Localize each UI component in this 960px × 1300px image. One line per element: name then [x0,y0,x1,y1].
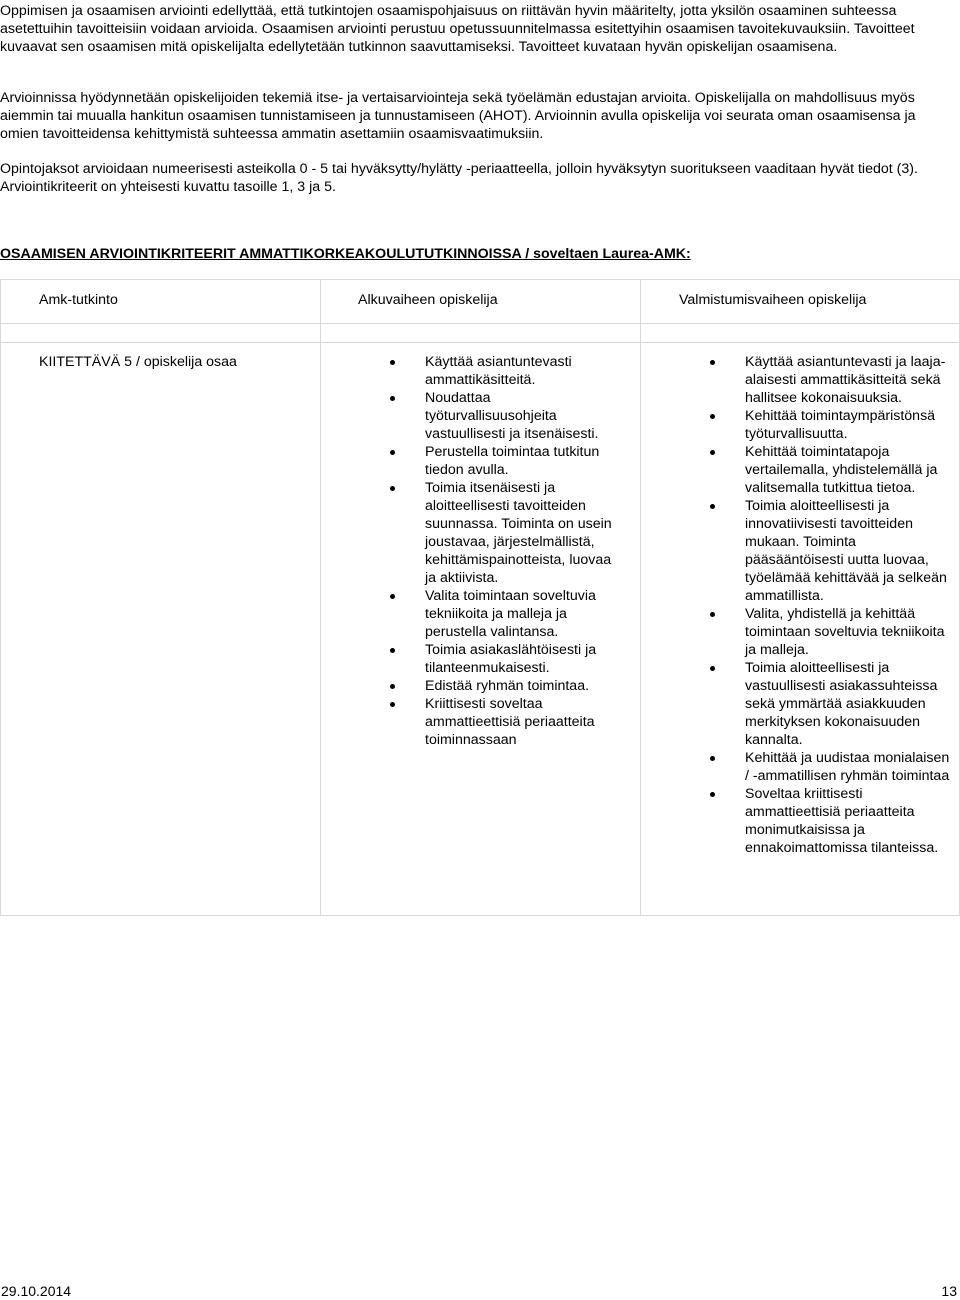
table-row [1,343,960,916]
list-item: Toimia aloitteellisesti ja innovatiivisesti tavoitteiden mukaan. Toiminta pääsääntöisesti uutta luovaa, työelämää kehittävää ja selkeän ammatillista. [641,497,957,605]
beginning-criteria-cell [321,343,641,916]
list-item: Käyttää asiantuntevasti ja laaja-alaisesti ammattikäsitteitä sekä hallitsee kokonaisuuksia. [641,353,957,407]
intro-paragraph-3: Opintojaksot arvioidaan numeerisesti asteikolla 0 - 5 tai hyväksytty/hylätty -periaatteella, jolloin hyväksytyn suoritukseen vaaditaan hyvät tiedot (3). Arviointikriteerit on yhteisesti kuvattu tasoille 1, 3 ja 5. [0,161,918,195]
list-item: Toimia asiakaslähtöisesti ja tilanteenmukaisesti. [321,641,625,677]
list-item: Käyttää asiantuntevasti ammattikäsitteitä. [321,353,625,389]
list-item: Toimia aloitteellisesti ja vastuullisesti asiakassuhteissa sekä ymmärtää asiakkuuden merkityksen kokonaisuuden kannalta. [641,659,957,749]
intro-paragraph-1: Oppimisen ja osaamisen arviointi edellyttää, että tutkintojen osaamispohjaisuus on riittävän hyvin määritelty, jotta yksilön osaaminen suhteessa asetettuihin tavoitteisiin voidaan arvioida. Osaamisen arviointi perustuu opetussuunnitelmassa esitettyihin osaamisen tavoitekuvauksiin. Tavoitteet kuvaavat sen osaamisen mitä opiskelijalta edellytetään tutkinnon saavuttamiseksi. Tavoitteet kuvataan hyvän opiskelijan osaamisena. [0,3,915,55]
list-item: Edistää ryhmän toimintaa. [321,677,625,695]
list-item: Toimia itsenäisesti ja aloitteellisesti tavoitteiden suunnassa. Toiminta on usein joustavaa, järjestelmällistä, kehittämispainotteista, luovaa ja aktiivista. [321,479,625,587]
intro-paragraph-2: Arvioinnissa hyödynnetään opiskelijoiden tekemiä itse- ja vertaisarviointeja sekä työelämän edustajan arvioita. Opiskelijalla on mahdollisuus myös aiemmin tai muualla hankitun osaamisen tunnistamiseen ja tunnustamiseen (AHOT). Arvioinnin avulla opiskelija voi seurata oman osaamisensa ja omien tavoitteidensa kehittymistä suhteessa ammatin asettamiin osaamisvaatimuksiin. [0,90,916,142]
header-cell-degree [1,280,321,324]
section-heading: OSAAMISEN ARVIOINTIKRITEERIT AMMATTIKORKEAKOULUTUTKINNOISSA / soveltaen Laurea-AMK: [0,246,691,262]
spacer-cell [321,324,641,343]
list-item: Valita toimintaan soveltuvia tekniikoita ja malleja ja perustella valintansa. [321,587,625,641]
level-cell [1,343,321,916]
level-label: KIITETTÄVÄ 5 / opiskelija osaa [39,354,237,370]
footer-date: 29.10.2014 [1,1283,72,1299]
list-item: Kehittää toimintatapoja vertailemalla, yhdistelemällä ja valitsemalla tutkittua tietoa. [641,443,957,497]
footer-page-number: 13 [941,1283,957,1299]
header-beginning-label: Alkuvaiheen opiskelija [358,292,498,308]
list-item: Kehittää toimintaympäristönsä työturvallisuutta. [641,407,957,443]
table-header-row [1,280,960,324]
list-item: Kriittisesti soveltaa ammattieettisiä periaatteita toiminnassaan [321,695,625,749]
header-cell-beginning [321,280,641,324]
header-cell-graduating [641,280,960,324]
header-graduating-label: Valmistumisvaiheen opiskelija [679,292,867,308]
criteria-table [0,279,960,916]
list-item: Noudattaa työturvallisuusohjeita vastuullisesti ja itsenäisesti. [321,389,625,443]
beginning-criteria-list [321,343,640,749]
graduating-criteria-list [641,343,959,857]
spacer-cell [1,324,321,343]
spacer-cell [641,324,960,343]
table-spacer-row [1,324,960,343]
list-item: Soveltaa kriittisesti ammattieettisiä periaatteita monimutkaisissa ja ennakoimattomissa tilanteissa. [641,785,957,857]
list-item: Kehittää ja uudistaa monialaisen / -ammatillisen ryhmän toimintaa [641,749,957,785]
graduating-criteria-cell [641,343,960,916]
list-item: Valita, yhdistellä ja kehittää toimintaan soveltuvia tekniikoita ja malleja. [641,605,957,659]
list-item: Perustella toimintaa tutkitun tiedon avulla. [321,443,625,479]
header-degree-label: Amk-tutkinto [39,292,118,308]
